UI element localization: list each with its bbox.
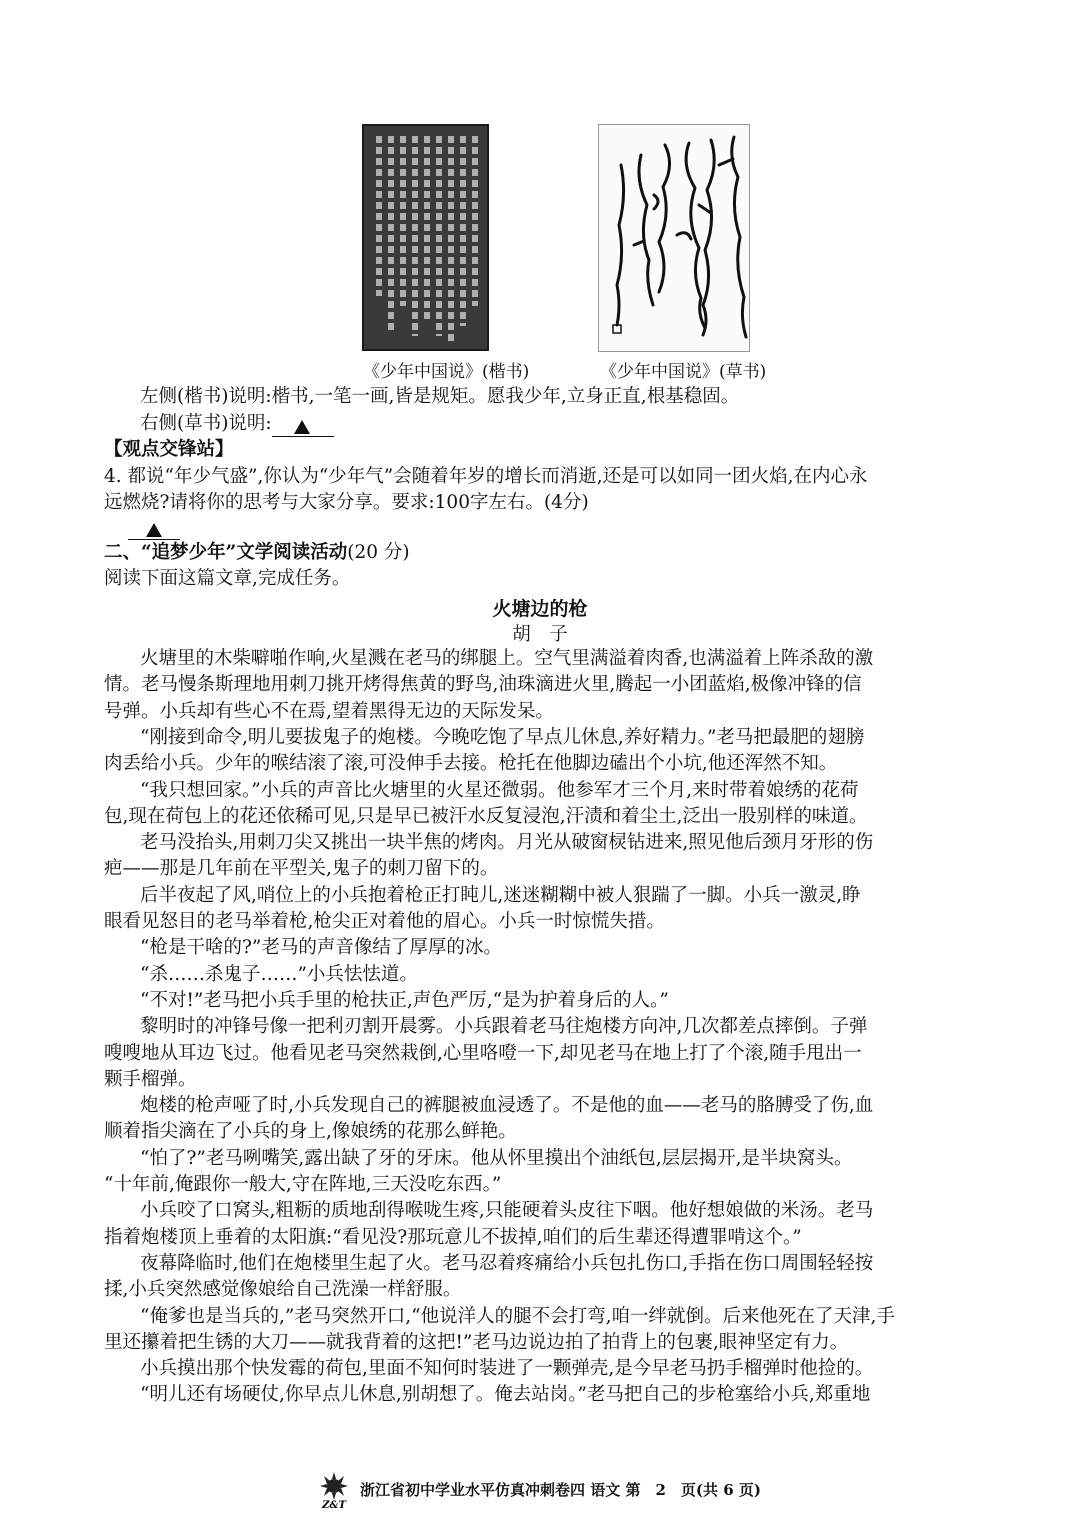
page-footer: 浙江省初中学业水平仿真冲刺卷四 语文 第 2 页(共 6 页) [360,1481,761,1499]
article-line: 顺着指尖滴在了小兵的身上,像娘绣的花那么鲜艳。 [104,1121,517,1143]
article-line: “明儿还有场硬仗,你早点儿休息,别胡想了。俺去站岗。”老马把自己的步枪塞给小兵,郑重地 [140,1384,871,1406]
article-line: 指着炮楼顶上垂着的太阳旗:“看见没?那玩意儿不拔掉,咱们的后生辈还得遭罪啃这个。” [104,1226,802,1248]
article-line: 火塘里的木柴噼啪作响,火星溅在老马的绑腿上。空气里满溢着肉香,也满溢着上阵杀敌的激 [140,648,874,669]
article-line: 肉丢给小兵。少年的喉结滚了滚,可没伸手去接。枪托在他脚边磕出个小坑,他还浑然不知。 [104,753,838,775]
article-line: 里还攥着把生锈的大刀——就我背着的这把!”老马边说边拍了拍背上的包裹,眼神坚定有力。 [104,1331,849,1353]
right-image-caption: 《少年中国说》(草书) [600,362,767,382]
article-line: “不对!”老马把小兵手里的枪扶正,声色严厉,“是为护着身后的人。” [140,989,669,1011]
logo-text: Z&T [322,1500,346,1510]
answer-triangle-icon [294,420,310,434]
article-line: 小兵咬了口窝头,粗粝的质地刮得喉咙生疼,只能硬着头皮往下咽。他好想娘做的米汤。老马 [140,1200,874,1222]
article-author: 胡 子 [512,624,568,645]
section-2-instruction: 阅读下面这篇文章,完成任务。 [104,568,351,589]
article-line: 嗖嗖地从耳边飞过。他看见老马突然栽倒,心里咯噔一下,却见老马在地上打了个滚,随手甩出一 [104,1042,862,1064]
article-line: 夜幕降临时,他们在炮楼里生起了火。老马忍着疼痛给小兵包扎伤口,手指在伤口周围轻轻按 [140,1252,874,1274]
article-line: “怕了?”老马咧嘴笑,露出缺了牙的牙床。他从怀里摸出个油纸包,层层揭开,是半块窝头。 [140,1147,853,1169]
article-line: 小兵摸出那个快发霉的荷包,里面不知何时装进了一颗弹壳,是今早老马扔手榴弹时他捡的。 [140,1358,874,1380]
right-explanation-label: 右侧(草书)说明: [140,413,272,434]
section-2-heading [104,540,410,566]
section-2-score: (20 分) [347,542,410,563]
article-line: 疤——那是几年前在平型关,鬼子的刺刀留下的。 [104,858,499,880]
viewpoint-section-heading: 【观点交锋站】 [104,439,234,460]
article-line: “俺爹也是当兵的,”老马突然开口,“他说洋人的腿不会打弯,咱一绊就倒。后来他死在了天津,手 [140,1305,895,1327]
regular-script-calligraphy-image [362,124,489,351]
answer-blank [128,519,180,540]
article-line: “枪是干啥的?”老马的声音像结了厚厚的冰。 [140,937,502,959]
question-4-answer-area [128,514,180,540]
article-line: 后半夜起了风,哨位上的小兵抱着枪正打盹儿,迷迷糊糊中被人狠踹了一脚。小兵一激灵,睁 [140,884,861,906]
answer-triangle-icon [146,523,162,537]
section-2-title: 二、“追梦少年”文学阅读活动 [104,542,348,563]
question-4-line-2: 远燃烧?请将你的思考与大家分享。要求:100字左右。(4分) [104,492,589,513]
article-line: 眼看见怒目的老马举着枪,枪尖正对着他的眉心。小兵一时惊慌失措。 [104,911,665,932]
article-title: 火塘边的枪 [492,598,588,620]
right-explanation [140,411,334,437]
left-explanation: 左侧(楷书)说明:楷书,一笔一画,皆是规矩。愿我少年,立身正直,根基稳固。 [140,386,740,407]
article-line: “十年前,俺跟你一般大,守在阵地,三天没吃东西。” [104,1174,502,1195]
article-line: “杀……杀鬼子……”小兵怯怯道。 [140,963,418,985]
article-line: “我只想回家。”小兵的声音比火塘里的火星还微弱。他参军才三个月,来时带着娘绣的花荷 [140,779,859,801]
article-line: “刚接到命令,明儿要拔鬼子的炮楼。今晚吃饱了早点儿休息,养好精力。”老马把最肥的翅膀 [140,726,865,748]
left-image-caption: 《少年中国说》(楷书) [363,362,530,382]
article-line: 情。老马慢条斯理地用刺刀挑开烤得焦黄的野鸟,油珠滴进火里,腾起一小团蓝焰,极像冲锋的信 [104,674,862,696]
cursive-script-calligraphy-image [598,124,750,352]
article-line: 揉,小兵突然感觉像娘给自己洗澡一样舒服。 [104,1279,462,1301]
article-line: 黎明时的冲锋号像一把利刃割开晨雾。小兵跟着老马往炮楼方向冲,几次都差点摔倒。子弹 [140,1016,868,1038]
article-line: 炮楼的枪声哑了时,小兵发现自己的裤腿被血浸透了。不是他的血——老马的胳膊受了伤,血 [140,1095,874,1117]
question-4-line-1: 4. 都说“年少气盛”,你认为“少年气”会随着年岁的增长而消逝,还是可以如同一团火焰,在内心永 [104,466,868,487]
article-line: 号弹。小兵却有些心不在焉,望着黑得无边的天际发呆。 [104,700,554,722]
article-line: 颗手榴弹。 [104,1068,197,1090]
article-line: 包,现在荷包上的花还依稀可见,只是早已被汗水反复浸泡,汗渍和着尘土,泛出一股别样的味道。 [104,805,868,827]
publisher-logo [311,1470,357,1510]
answer-blank [272,416,334,437]
article-line: 老马没抬头,用刺刀尖又挑出一块半焦的烤肉。月光从破窗棂钻进来,照见他后颈月牙形的伤 [140,832,874,854]
